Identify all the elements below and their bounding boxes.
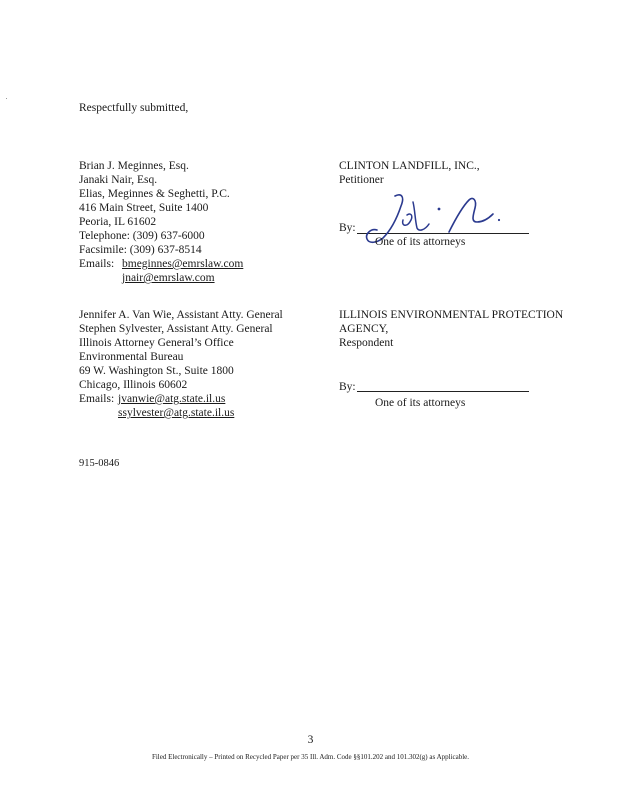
email-link[interactable]: bmeginnes@emrslaw.com <box>122 258 244 270</box>
counsel-line: Environmental Bureau <box>79 351 184 363</box>
counsel-line: 416 Main Street, Suite 1400 <box>79 202 209 214</box>
party-name: CLINTON LANDFILL, INC., <box>339 160 480 172</box>
by-label: By: <box>339 222 356 234</box>
counsel-line: Jennifer A. Van Wie, Assistant Atty. General <box>79 309 283 321</box>
closing-text: Respectfully submitted, <box>79 102 189 114</box>
party-role: Petitioner <box>339 174 384 186</box>
party-name: AGENCY, <box>339 323 389 335</box>
signature-line <box>357 391 529 392</box>
counsel-line: Stephen Sylvester, Assistant Atty. General <box>79 323 273 335</box>
emails-label: Emails: <box>79 393 115 405</box>
counsel-line: Brian J. Meginnes, Esq. <box>79 160 189 172</box>
counsel-line: Peoria, IL 61602 <box>79 216 157 228</box>
counsel-line: Illinois Attorney General’s Office <box>79 337 234 349</box>
party-role: Respondent <box>339 337 394 349</box>
counsel-line: 69 W. Washington St., Suite 1800 <box>79 365 234 377</box>
filing-footer: Filed Electronically – Printed on Recycled Paper per 35 Ill. Adm. Code §§101.202 and 101.302(g) as Applicable. <box>151 753 470 761</box>
counsel-line: Janaki Nair, Esq. <box>79 174 158 186</box>
email-link[interactable]: jnair@emrslaw.com <box>122 272 215 284</box>
signer-caption: One of its attorneys <box>375 397 466 409</box>
counsel-line: Telephone: (309) 637-6000 <box>79 230 205 242</box>
counsel-line: Elias, Meginnes & Seghetti, P.C. <box>79 188 230 200</box>
signer-caption: One of its attorneys <box>375 236 466 248</box>
counsel-line: Facsimile: (309) 637-8514 <box>79 244 202 256</box>
email-link[interactable]: ssylvester@atg.state.il.us <box>118 407 235 419</box>
document-code: 915-0846 <box>79 458 120 469</box>
scan-speck <box>6 98 7 99</box>
party-name: ILLINOIS ENVIRONMENTAL PROTECTION <box>339 309 564 321</box>
page-number: 3 <box>307 734 314 746</box>
by-label: By: <box>339 381 356 393</box>
email-link[interactable]: jvanwie@atg.state.il.us <box>118 393 226 405</box>
emails-label: Emails: <box>79 258 115 270</box>
counsel-line: Chicago, Illinois 60602 <box>79 379 188 391</box>
